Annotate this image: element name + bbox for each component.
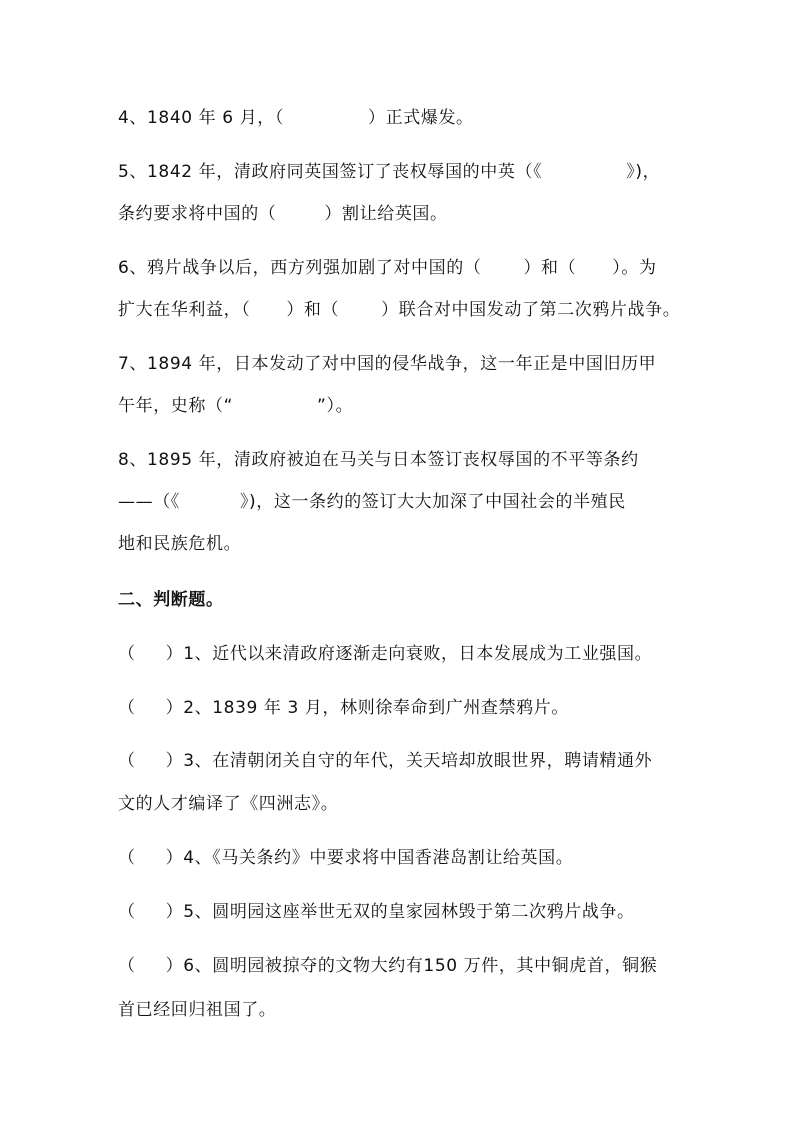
question-7-line-1: 7、1894 年，日本发动了对中国的侵华战争，这一年正是中国旧历甲 <box>118 354 657 374</box>
question-6-line-1: 6、鸦片战争以后，西方列强加剧了对中国的（ ）和（ ）。为 <box>118 258 657 278</box>
section-title-judgment: 二、判断题。 <box>118 590 224 610</box>
judgment-2-line-1: （ ）2、1839 年 3 月，林则徐奉命到广州查禁鸦片。 <box>118 698 569 718</box>
question-7-line-2: 午年，史称（“ ”）。 <box>118 396 354 416</box>
question-4-line-1: 4、1840 年 6 月，（ ）正式爆发。 <box>118 108 474 128</box>
judgment-3-line-2: 文的人才编译了《四洲志》。 <box>118 794 339 814</box>
question-6-line-2: 扩大在华利益，（ ）和（ ）联合对中国发动了第二次鸦片战争。 <box>118 300 681 320</box>
judgment-1-line-1: （ ）1、近代以来清政府逐渐走向衰败，日本发展成为工业强国。 <box>118 644 653 664</box>
question-5-line-2: 条约要求将中国的（ ）割让给英国。 <box>118 204 448 224</box>
judgment-6-line-1: （ ）6、圆明园被掠夺的文物大约有150 万件，其中铜虎首，铜猴 <box>118 956 658 976</box>
question-8-line-3: 地和民族危机。 <box>118 534 242 554</box>
question-8-line-2: ——（《 》)，这一条约的签订大大加深了中国社会的半殖民 <box>118 492 626 512</box>
judgment-4-line-1: （ ）4、《马关条约》中要求将中国香港岛割让给英国。 <box>118 848 574 868</box>
judgment-3-line-1: （ ）3、在清朝闭关自守的年代，关天培却放眼世界，聘请精通外 <box>118 751 653 771</box>
question-8-line-1: 8、1895 年，清政府被迫在马关与日本签订丧权辱国的不平等条约 <box>118 450 639 470</box>
judgment-5-line-1: （ ）5、圆明园这座举世无双的皇家园林毁于第二次鸦片战争。 <box>118 902 635 922</box>
judgment-6-line-2: 首已经回归祖国了。 <box>118 1000 277 1020</box>
question-5-line-1: 5、1842 年，清政府同英国签订了丧权辱国的中英（《 》)， <box>118 162 661 182</box>
